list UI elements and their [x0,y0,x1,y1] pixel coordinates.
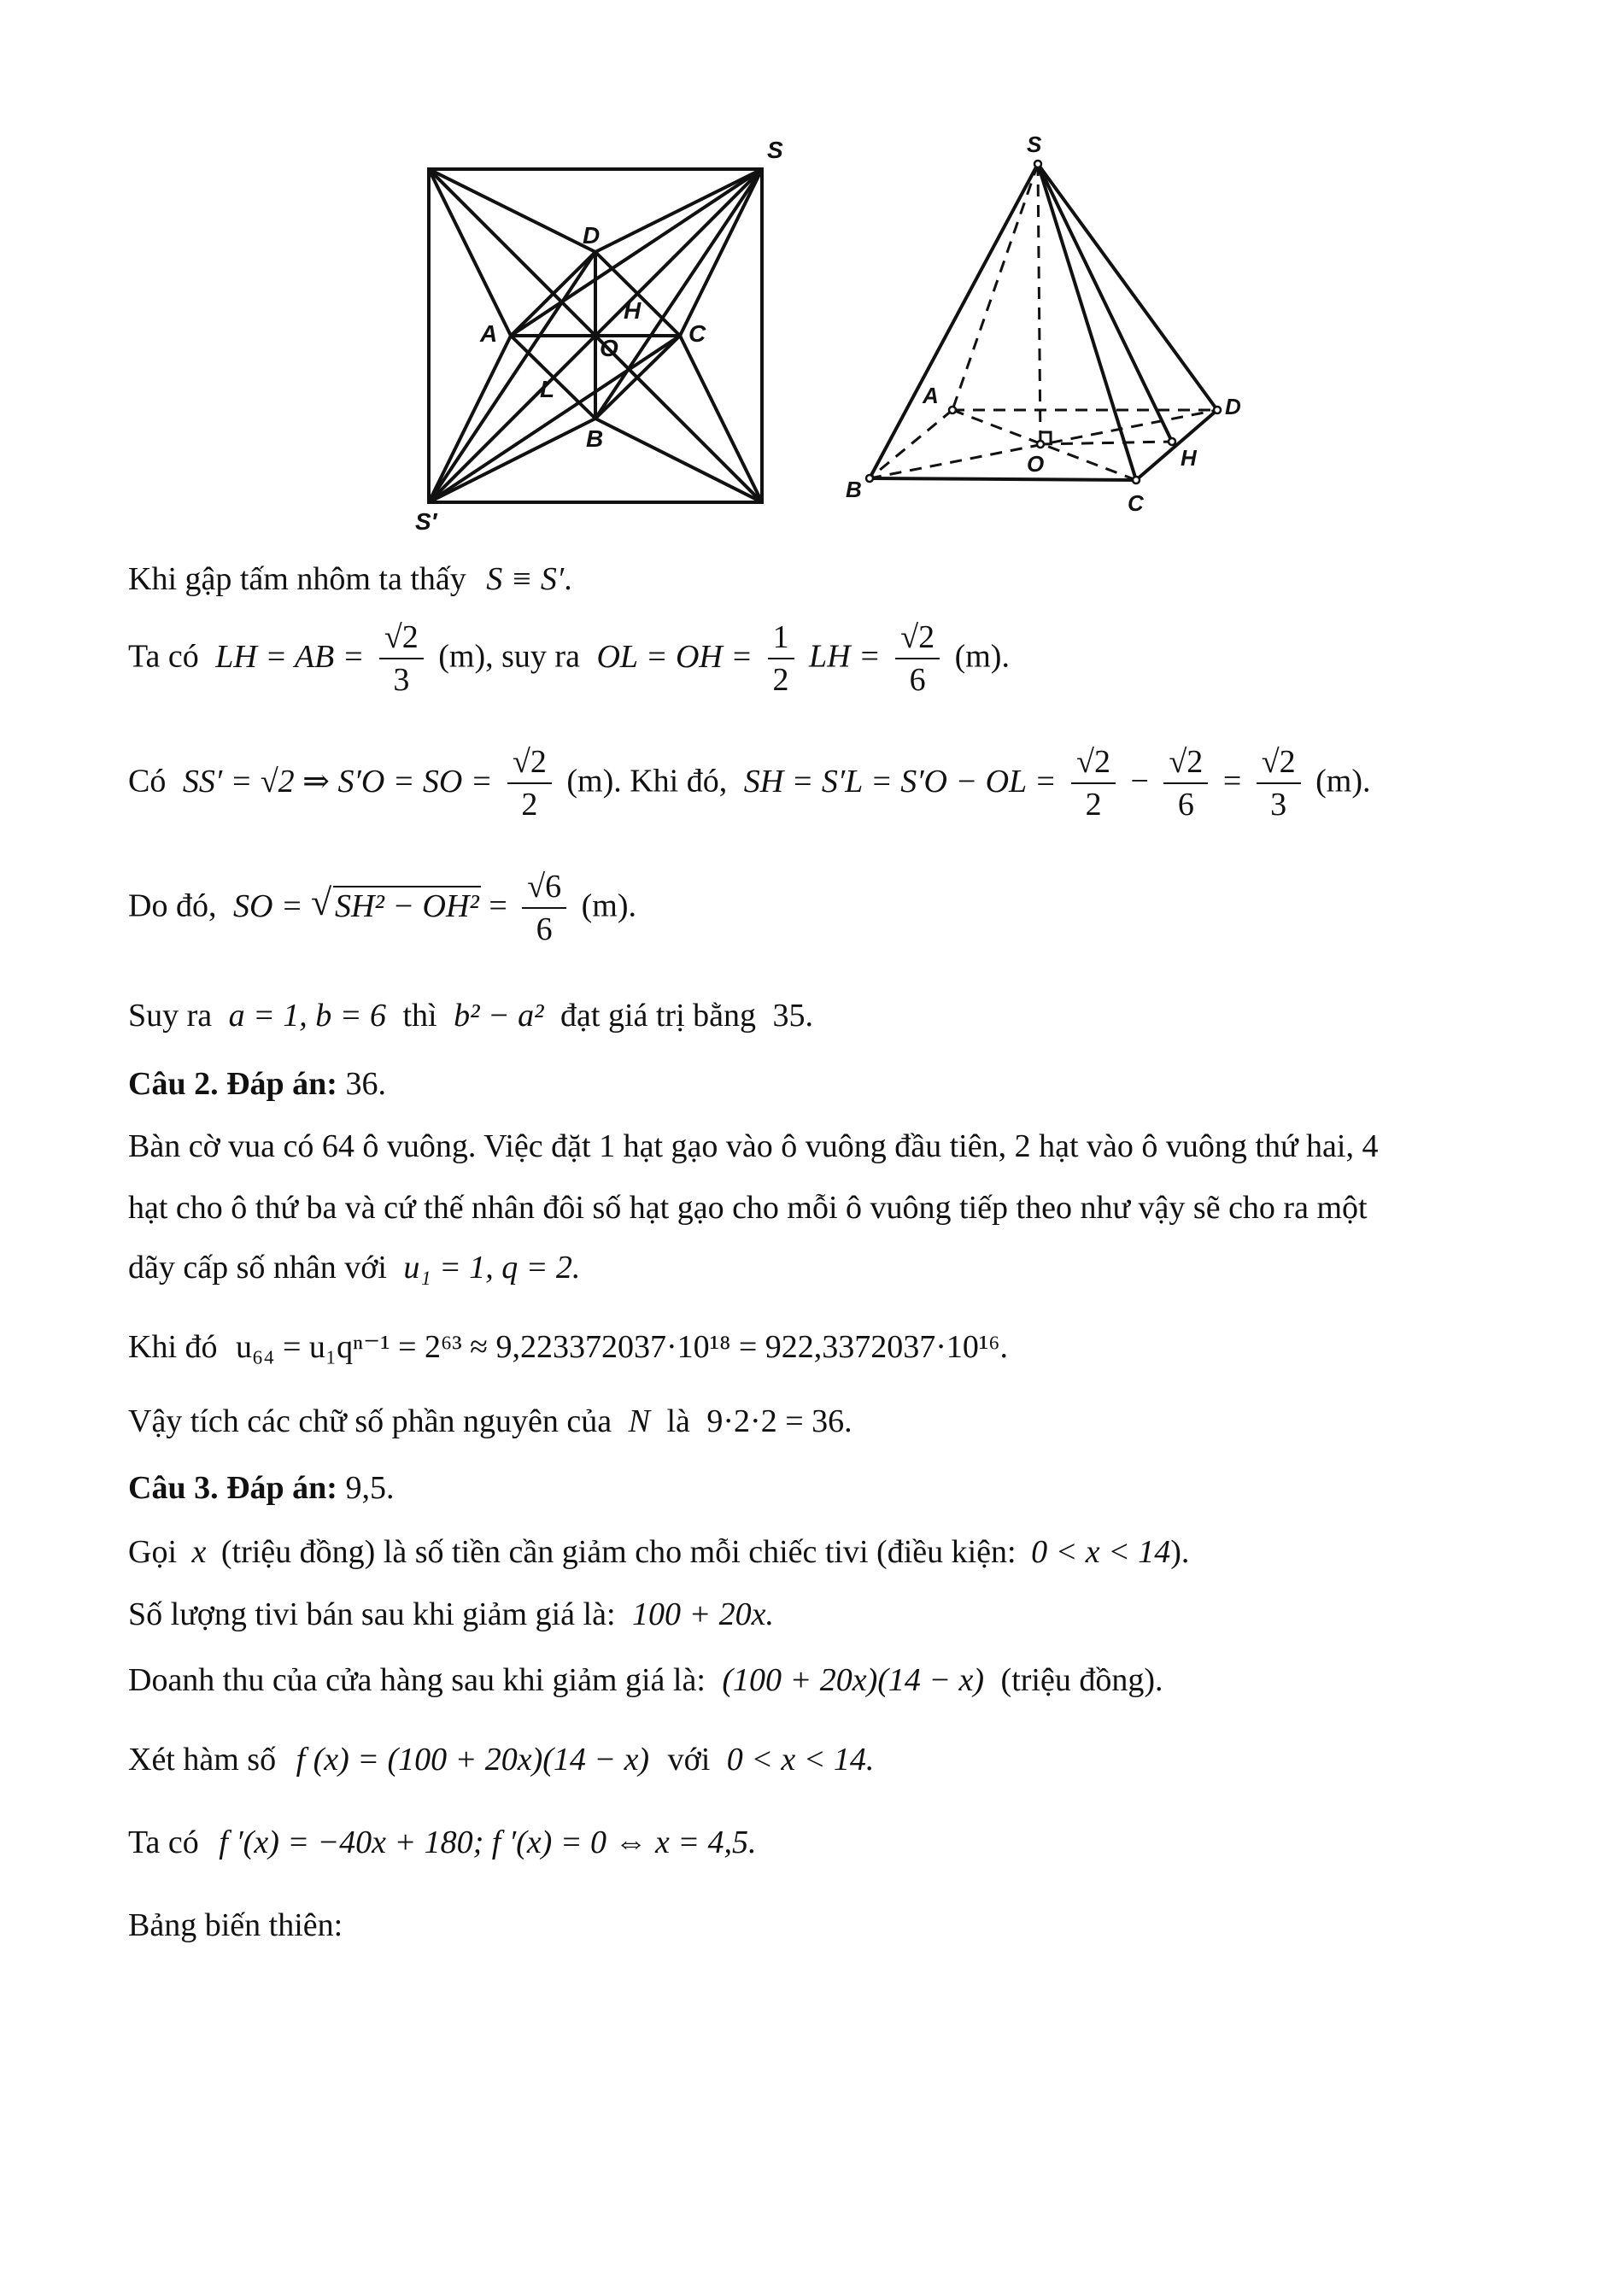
so-eq-math: SO = [232,887,303,924]
do-do-label: Do đó, [128,887,217,924]
cau3-line2-math: 100 + 20x. [632,1596,775,1632]
label-A: A [480,320,498,347]
vay-la: là [666,1403,690,1439]
unit-text: (m). Khi đó, [566,763,728,800]
cau3-line1 [128,1533,1189,1573]
co-label: Có [128,763,167,800]
pyramid-figure [846,128,1273,521]
cau3-line5-math: f ′(x) = −40x + 180; f ′(x) = 0 ⇔ x = 4,5. [219,1824,757,1860]
cau3-line3-text: Doanh thu của cửa hàng sau khi giảm giá là: [128,1662,706,1698]
label-O: O [600,335,618,361]
fraction-sqrt2-over-2: $\frac{√2}{2}$ [1071,745,1116,823]
suy-ra-label: Suy ra [128,998,213,1034]
fraction-sqrt2-over-3: $\frac{√2}{3}$ [379,620,424,699]
cau3-heading-line [128,1469,394,1508]
vay-text: Vậy tích các chữ số phần nguyên của [128,1403,612,1439]
var-x: x [191,1534,207,1570]
thi-label: thì [402,998,437,1034]
lh-eq-math: LH = [809,638,881,675]
unfolded-square-figure [410,132,786,534]
label-B: B [846,477,862,502]
label-A: A [923,383,939,408]
ab-values: a = 1, b = 6 [228,998,386,1034]
fraction-1-over-2: $\frac{1}{2}$ [768,620,794,699]
so-line [128,870,636,948]
fraction-sqrt2-over-2: $\frac{√2}{2}$ [507,745,552,823]
value-35: 35. [772,998,813,1034]
b2-a2-math: b² − a² [454,998,544,1034]
close-paren: ). [1170,1534,1190,1570]
radical-sh-oh: √ SH² − OH² [311,886,481,927]
fraction-sqrt2-over-6: $\frac{√2}{6}$ [1163,745,1208,823]
label-L: L [540,376,555,402]
cau2-conclusion-line [128,1403,853,1442]
equals-sign: = [489,887,507,924]
cau3-line4 [128,1741,874,1780]
label-S: S [767,137,783,163]
fold-text: Khi gập tấm nhôm ta thấy [128,561,466,597]
vay-N: N [628,1403,650,1439]
cau3-line3-math: (100 + 20x)(14 − x) [722,1662,985,1698]
cau2-heading-line [128,1065,386,1104]
label-H: H [1181,445,1197,471]
label-D: D [583,222,601,249]
cau2-para2: hạt cho ô thứ ba và cứ thế nhân đôi số hạt gạo cho mỗi ô vuông tiếp theo như vậy sẽ cho ra một [128,1190,1368,1226]
khi-do-label: Khi đó [128,1329,218,1365]
label-C: C [688,320,706,347]
fold-math: S ≡ S′ [486,561,565,597]
label-S-prime: S′ [415,508,437,534]
dat-gia-tri-text: đạt giá trị bằng [560,998,756,1034]
bang-bien-thien-label: Bảng biến thiên: [128,1907,343,1943]
cau2-para3 [128,1249,580,1288]
sh-chain-math: SH = S′L = S′O − OL = [743,763,1057,800]
cau3-line4-cond: 0 < x < 14. [726,1742,875,1778]
minus-sign: − [1130,763,1149,800]
lh-ab-math: LH = AB = [215,638,365,675]
cau3-answer: 9,5. [345,1470,395,1506]
cau3-heading: Câu 3. Đáp án: [128,1470,337,1506]
label-B: B [586,425,604,452]
fraction-sqrt6-over-6: $\frac{√6}{6}$ [522,870,566,948]
unit-text: (m). [954,638,1010,675]
cau2-para1: Bàn cờ vua có 64 ô vuông. Việc đặt 1 hạt gạo vào ô vuông đầu tiên, 2 hạt vào ô vuông thứ hai, 4 [128,1128,1379,1164]
ol-oh-math: OL = OH = [596,638,753,675]
cau2-answer: 36. [345,1066,386,1102]
suy-ra-line [128,997,813,1036]
cau3-line5 [128,1824,757,1863]
fraction-sqrt2-over-6: $\frac{√2}{6}$ [895,620,940,699]
cau2-heading: Câu 2. Đáp án: [128,1066,337,1102]
cau2-formula: u₆₄ = u₁qⁿ⁻¹ = 2⁶³ ≈ 9,223372037·10¹⁸ = 922,3372037·10¹⁶. [236,1329,1009,1365]
cau2-para3-math: u₁ = 1, q = 2. [403,1250,581,1286]
condition-math: 0 < x < 14 [1031,1534,1171,1570]
voi-label: với [667,1742,711,1778]
cau3-line4-text: Xét hàm số [128,1742,277,1778]
vay-math: 9·2·2 = 36. [706,1403,853,1439]
goi-label: Gọi [128,1534,177,1570]
label-D: D [1225,394,1241,419]
fraction-sqrt2-over-3: $\frac{√2}{3}$ [1257,745,1301,823]
ss-prime-math: SS′ = √2 ⇒ S′O = SO = [182,763,493,800]
cau3-line2 [128,1596,774,1635]
fold-line: Khi gập tấm nhôm ta thấy S ≡ S′. [128,561,572,597]
cau3-line2-text: Số lượng tivi bán sau khi giảm giá là: [128,1596,616,1632]
unit-text: (m). [581,887,636,924]
unit-text: (m), suy ra [438,638,580,675]
label-O: O [1027,451,1045,477]
cau3-line3 [128,1661,1163,1701]
label-S: S [1027,132,1042,157]
cau3-line1-text: (triệu đồng) là số tiền cần giảm cho mỗi chiếc tivi (điều kiện: [220,1534,1017,1570]
lh-line [128,620,1010,699]
cau2-formula-line [128,1328,1008,1368]
label-C: C [1128,490,1144,516]
equals-sign: = [1222,763,1242,800]
unit-text: (m). [1315,763,1371,800]
cau3-line3-end: (triệu đồng). [1000,1662,1163,1698]
cau2-para3-text: dãy cấp số nhân với [128,1250,387,1286]
cau3-line4-math: f (x) = (100 + 20x)(14 − x) [296,1742,650,1778]
cau3-line5-text: Ta có [128,1824,199,1860]
label-H: H [624,297,642,324]
ss-line [128,745,1370,823]
ta-co-label: Ta có [128,638,199,675]
